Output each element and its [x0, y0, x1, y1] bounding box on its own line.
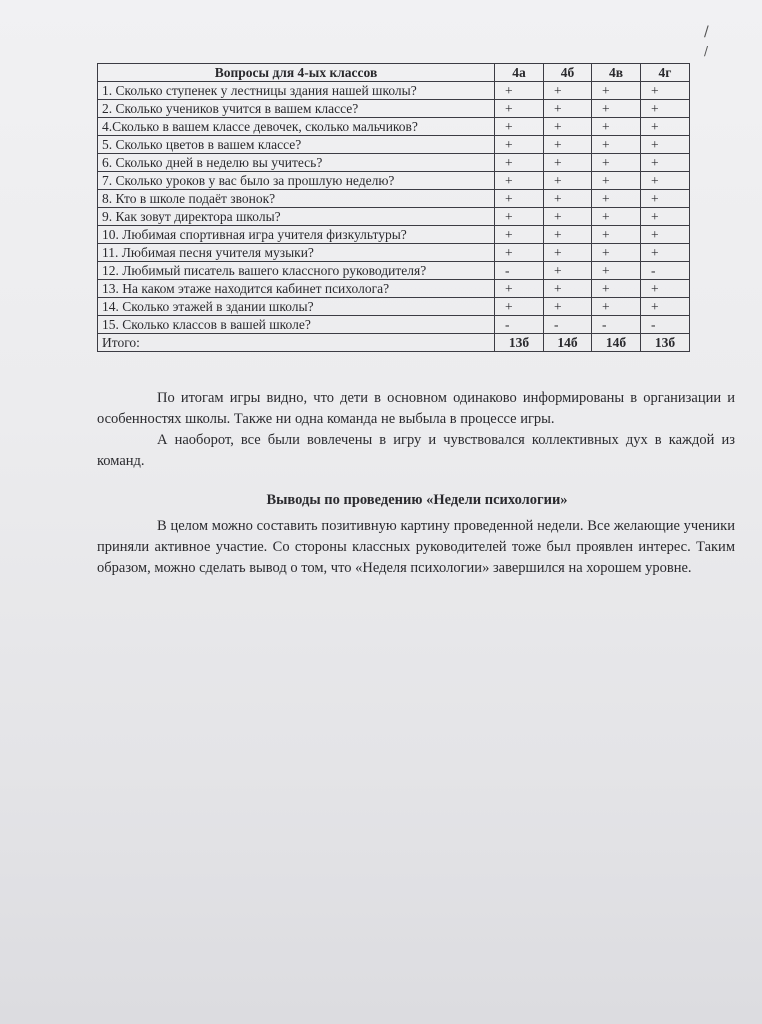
answer-cell: +	[592, 280, 641, 298]
answer-cell: -	[495, 262, 544, 280]
question-cell: 2. Сколько учеников учится в вашем классе?	[98, 100, 495, 118]
answer-cell: +	[544, 208, 592, 226]
pencil-mark: /	[704, 44, 709, 58]
table-row	[98, 190, 690, 208]
answer-cell: +	[544, 190, 592, 208]
class-header: 4а	[495, 64, 544, 82]
answer-cell: +	[641, 280, 690, 298]
answer-cell: +	[544, 226, 592, 244]
answer-cell: +	[544, 262, 592, 280]
question-cell: 8. Кто в школе подаёт звонок?	[98, 190, 495, 208]
answer-cell: +	[641, 136, 690, 154]
questions-header: Вопросы для 4-ых классов	[98, 64, 495, 82]
table-row	[98, 208, 690, 226]
answer-cell: +	[495, 244, 544, 262]
answer-cell: +	[592, 244, 641, 262]
answer-cell: +	[592, 262, 641, 280]
answer-cell: +	[544, 154, 592, 172]
table-row	[98, 82, 690, 100]
question-cell: 10. Любимая спортивная игра учителя физкультуры?	[98, 226, 495, 244]
results-table	[97, 63, 690, 352]
pencil-mark: /	[704, 24, 709, 40]
conclusion-heading: Выводы по проведению «Недели психологии»	[266, 492, 568, 508]
question-cell: 4.Сколько в вашем классе девочек, сколько мальчиков?	[98, 118, 495, 136]
question-cell: 15. Сколько классов в вашей школе?	[98, 316, 495, 334]
answer-cell: -	[592, 316, 641, 334]
answer-cell: +	[495, 298, 544, 316]
answer-cell: +	[495, 118, 544, 136]
answer-cell: +	[641, 154, 690, 172]
question-cell: 14. Сколько этажей в здании школы?	[98, 298, 495, 316]
answer-cell: +	[592, 298, 641, 316]
answer-cell: +	[641, 298, 690, 316]
answer-cell: +	[641, 208, 690, 226]
answer-cell: +	[641, 118, 690, 136]
class-header: 4г	[641, 64, 690, 82]
question-cell: 12. Любимый писатель вашего классного руководителя?	[98, 262, 495, 280]
results-table-wrapper	[97, 63, 689, 352]
total-label: Итого:	[98, 334, 495, 352]
table-row	[98, 154, 690, 172]
answer-cell: +	[544, 82, 592, 100]
total-score: 14б	[592, 334, 641, 352]
answer-cell: +	[641, 172, 690, 190]
answer-cell: +	[495, 208, 544, 226]
table-row	[98, 298, 690, 316]
question-cell: 7. Сколько уроков у вас было за прошлую неделю?	[98, 172, 495, 190]
answer-cell: -	[641, 262, 690, 280]
answer-cell: +	[544, 244, 592, 262]
answer-cell: +	[641, 82, 690, 100]
answer-cell: +	[495, 190, 544, 208]
answer-cell: +	[592, 226, 641, 244]
answer-cell: +	[544, 298, 592, 316]
answer-cell: -	[641, 316, 690, 334]
answer-cell: +	[495, 172, 544, 190]
table-row	[98, 262, 690, 280]
question-cell: 11. Любимая песня учителя музыки?	[98, 244, 495, 262]
table-row	[98, 136, 690, 154]
total-score: 13б	[641, 334, 690, 352]
answer-cell: +	[495, 226, 544, 244]
table-row	[98, 316, 690, 334]
answer-cell: +	[495, 154, 544, 172]
table-total-row	[98, 334, 690, 352]
answer-cell: +	[592, 172, 641, 190]
table-row	[98, 280, 690, 298]
answer-cell: -	[495, 316, 544, 334]
answer-cell: +	[592, 100, 641, 118]
answer-cell: +	[641, 244, 690, 262]
answer-cell: +	[544, 136, 592, 154]
answer-cell: +	[592, 82, 641, 100]
answer-cell: +	[544, 118, 592, 136]
question-cell: 1. Сколько ступенек у лестницы здания нашей школы?	[98, 82, 495, 100]
answer-cell: +	[495, 136, 544, 154]
answer-cell: +	[495, 280, 544, 298]
table-row	[98, 172, 690, 190]
question-cell: 9. Как зовут директора школы?	[98, 208, 495, 226]
summary-paragraph: По итогам игры видно, что дети в основном одинаково информированы в организации и особенностях школы. Также ни одна команда не выбыла в процессе игры.	[97, 390, 735, 427]
total-score: 14б	[544, 334, 592, 352]
question-cell: 5. Сколько цветов в вашем классе?	[98, 136, 495, 154]
answer-cell: +	[544, 280, 592, 298]
answer-cell: +	[592, 190, 641, 208]
table-row	[98, 226, 690, 244]
answer-cell: +	[592, 154, 641, 172]
conclusion-paragraph: В целом можно составить позитивную картину проведенной недели. Все желающие ученики приняли активное участие. Со стороны классных руководителей тоже был проявлен интерес. Таким образом, можно сделать вывод о том, что «Неделя психологии» завершился на хорошем уровне.	[97, 518, 735, 576]
answer-cell: +	[544, 100, 592, 118]
table-row	[98, 244, 690, 262]
class-header: 4б	[544, 64, 592, 82]
answer-cell: +	[641, 226, 690, 244]
answer-cell: +	[592, 118, 641, 136]
conclusion-text	[97, 516, 735, 579]
table-header-row	[98, 64, 690, 82]
answer-cell: +	[641, 190, 690, 208]
question-cell: 6. Сколько дней в неделю вы учитесь?	[98, 154, 495, 172]
answer-cell: +	[641, 100, 690, 118]
summary-paragraph: А наоборот, все были вовлечены в игру и чувствовался коллективных дух в каждой из команд.	[97, 432, 735, 469]
total-score: 13б	[495, 334, 544, 352]
answer-cell: +	[592, 136, 641, 154]
table-row	[98, 118, 690, 136]
table-row	[98, 100, 690, 118]
answer-cell: +	[592, 208, 641, 226]
answer-cell: -	[544, 316, 592, 334]
answer-cell: +	[495, 82, 544, 100]
summary-text	[97, 388, 735, 472]
class-header: 4в	[592, 64, 641, 82]
answer-cell: +	[544, 172, 592, 190]
question-cell: 13. На каком этаже находится кабинет психолога?	[98, 280, 495, 298]
answer-cell: +	[495, 100, 544, 118]
